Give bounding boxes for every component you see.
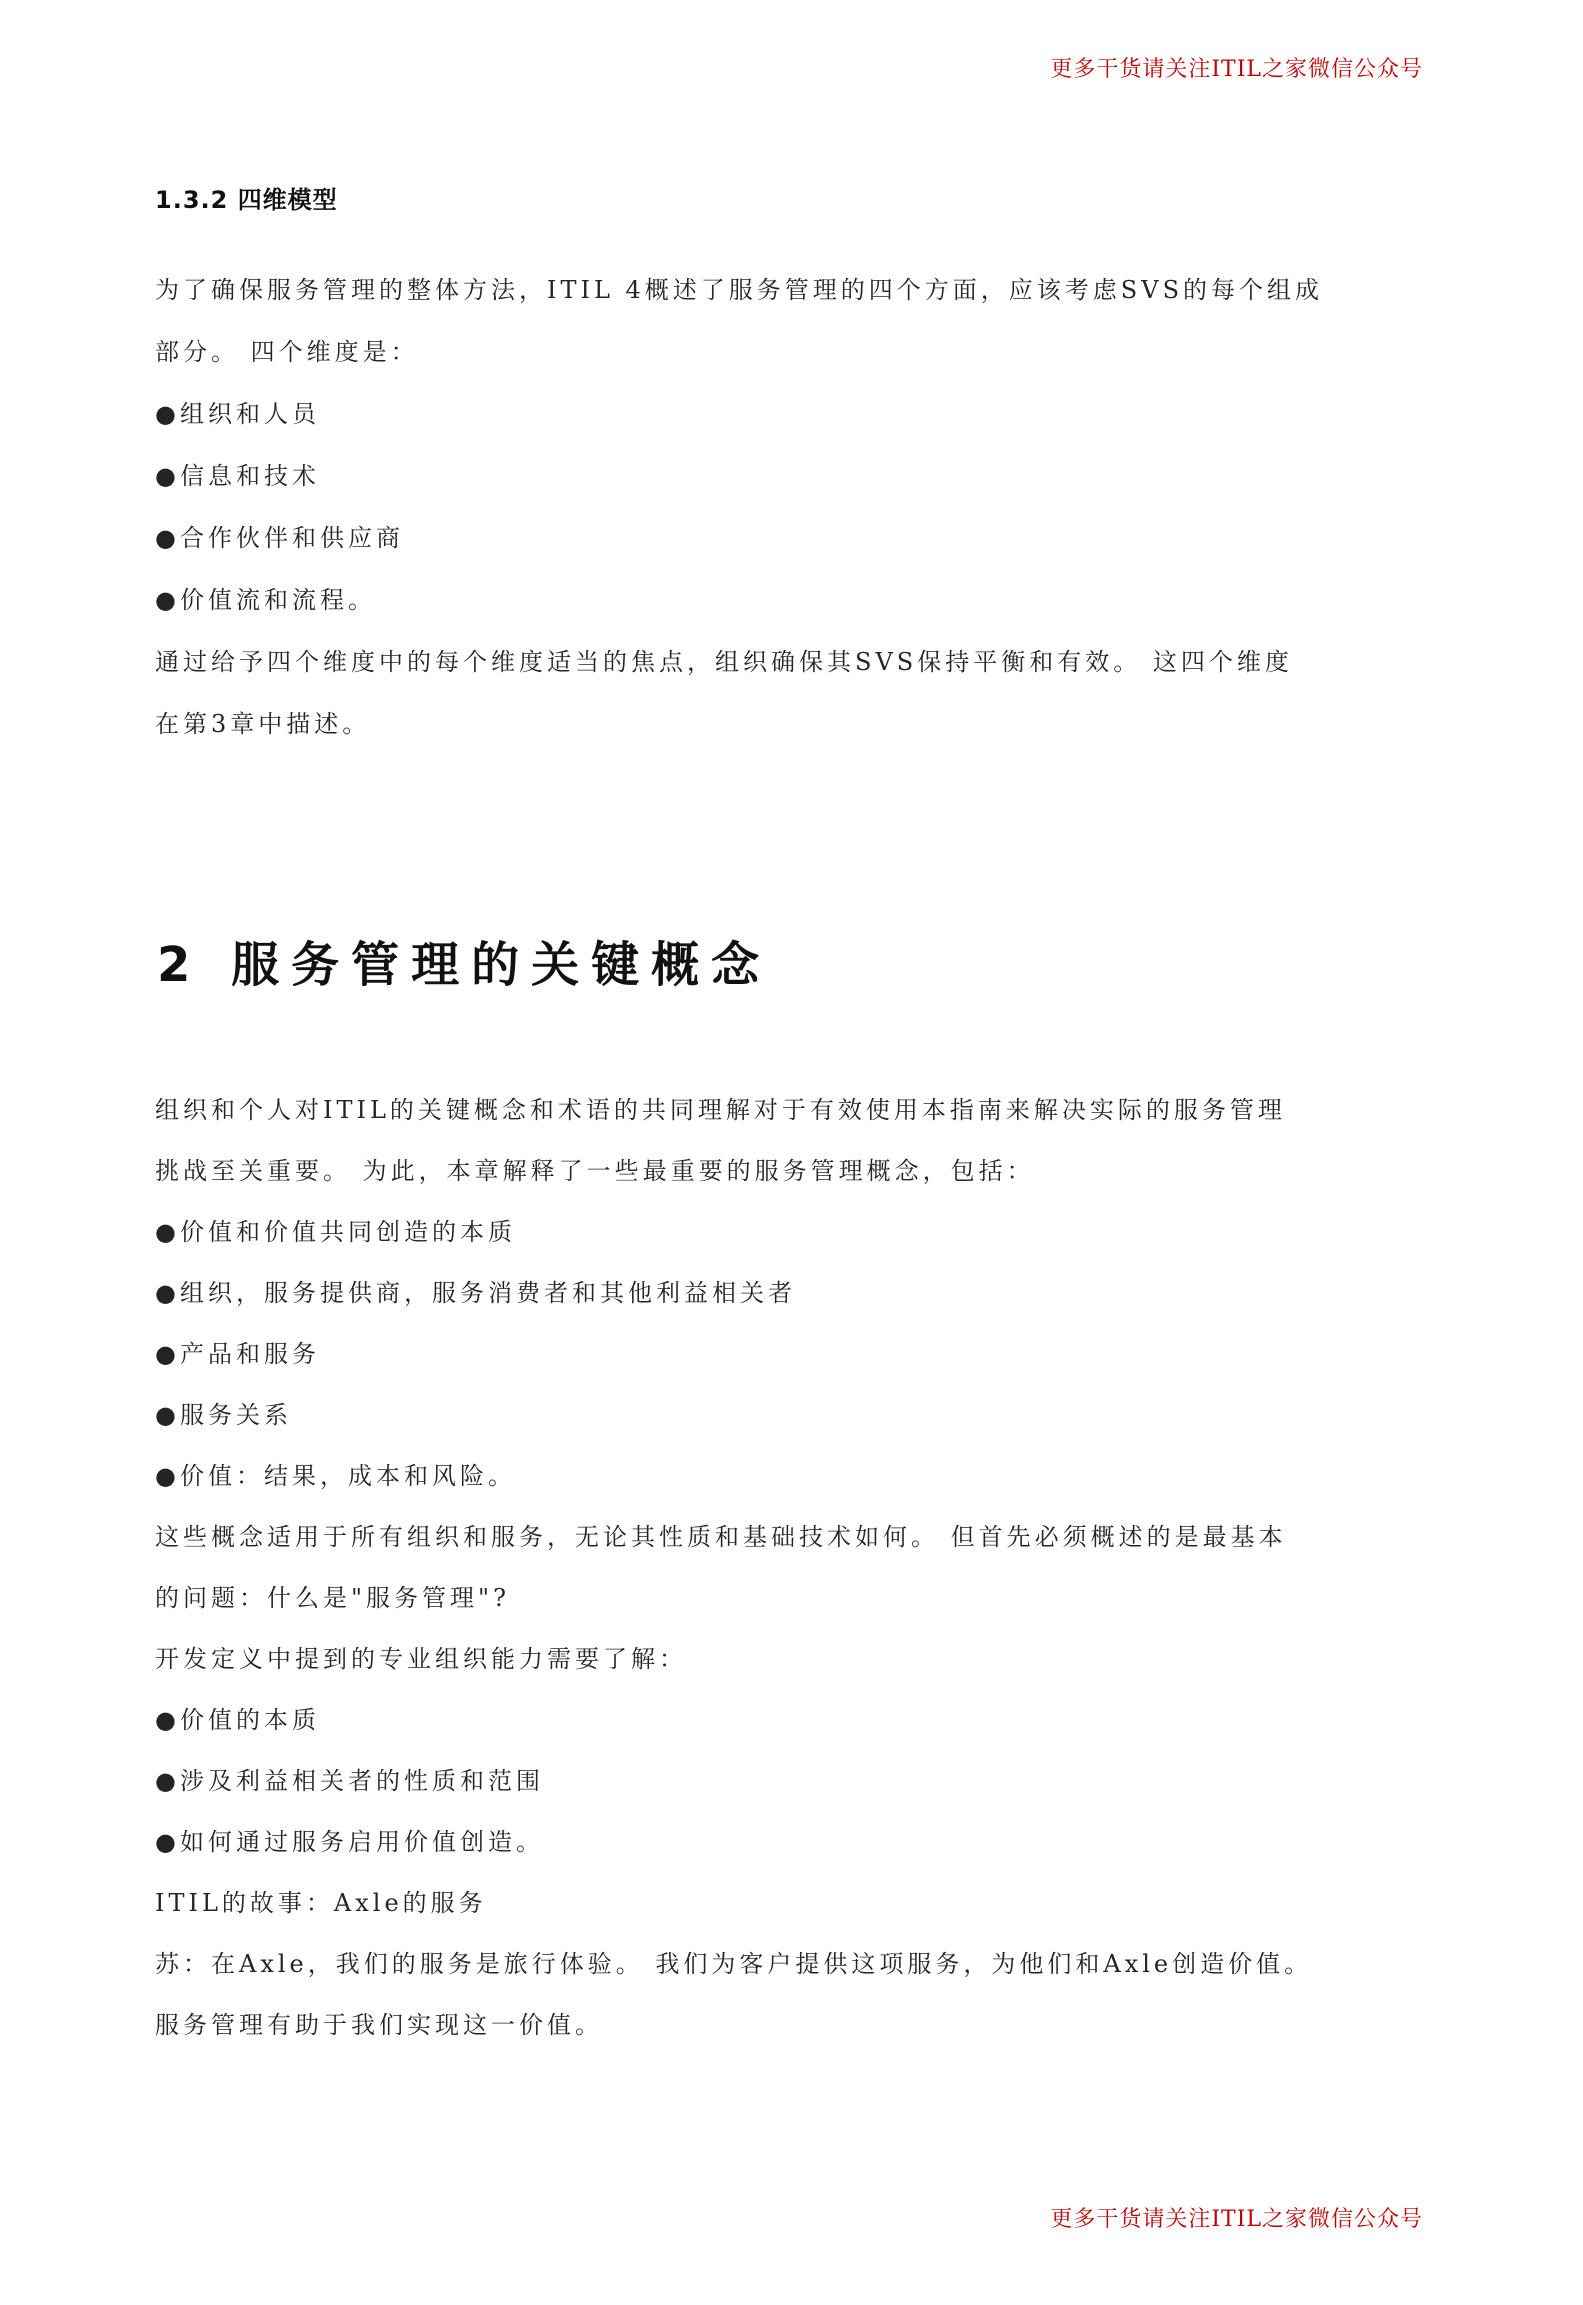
bullet-item: ●价值：结果，成本和风险。	[155, 1462, 516, 1490]
bullet-item: ●信息和技术	[155, 462, 320, 490]
section-1-3-2-body	[155, 259, 1485, 755]
bullet-item: ●价值的本质	[155, 1706, 320, 1734]
paragraph-line: 挑战至关重要。 为此，本章解释了一些最重要的服务管理概念，包括：	[155, 1157, 1035, 1185]
bullet-item: ●组织和人员	[155, 400, 320, 428]
footer-watermark: 更多干货请关注ITIL之家微信公众号	[1050, 2207, 1423, 2232]
paragraph-line: 开发定义中提到的专业组织能力需要了解：	[155, 1645, 687, 1673]
bullet-item: ●涉及利益相关者的性质和范围	[155, 1767, 544, 1795]
bullet-item: ●价值流和流程。	[155, 586, 376, 614]
section-heading-1-3-2: 1.3.2 四维模型	[155, 186, 338, 214]
bullet-item: ●价值和价值共同创造的本质	[155, 1218, 516, 1246]
bullet-item: ●如何通过服务启用价值创造。	[155, 1828, 544, 1856]
paragraph-line: 部分。 四个维度是：	[155, 338, 419, 366]
paragraph-line: 为了确保服务管理的整体方法，ITIL 4概述了服务管理的四个方面，应该考虑SVS的每个组成	[155, 276, 1324, 304]
chapter-2-heading: 2 服务管理的关键概念	[157, 937, 772, 993]
chapter-2-body	[155, 1080, 1485, 2056]
paragraph-line: 组织和个人对ITIL的关键概念和术语的共同理解对于有效使用本指南来解决实际的服务管理	[155, 1096, 1286, 1124]
paragraph-line: 这些概念适用于所有组织和服务，无论其性质和基础技术如何。 但首先必须概述的是最基本	[155, 1523, 1287, 1551]
bullet-item: ●合作伙伴和供应商	[155, 524, 404, 552]
bullet-item: ●组织，服务提供商，服务消费者和其他利益相关者	[155, 1279, 796, 1307]
paragraph-line: 的问题：什么是"服务管理"?	[155, 1584, 510, 1612]
paragraph-line: 在第3章中描述。	[155, 710, 371, 738]
story-title-line: ITIL的故事：Axle的服务	[155, 1889, 487, 1917]
paragraph-line: 通过给予四个维度中的每个维度适当的焦点，组织确保其SVS保持平衡和有效。 这四个维度	[155, 648, 1293, 676]
bullet-item: ●服务关系	[155, 1401, 292, 1429]
paragraph-line: 服务管理有助于我们实现这一价值。	[155, 2011, 603, 2039]
bullet-item: ●产品和服务	[155, 1340, 320, 1368]
header-watermark: 更多干货请关注ITIL之家微信公众号	[1050, 57, 1423, 82]
paragraph-line: 苏：在Axle，我们的服务是旅行体验。 我们为客户提供这项服务，为他们和Axle创造价值。	[155, 1950, 1313, 1978]
